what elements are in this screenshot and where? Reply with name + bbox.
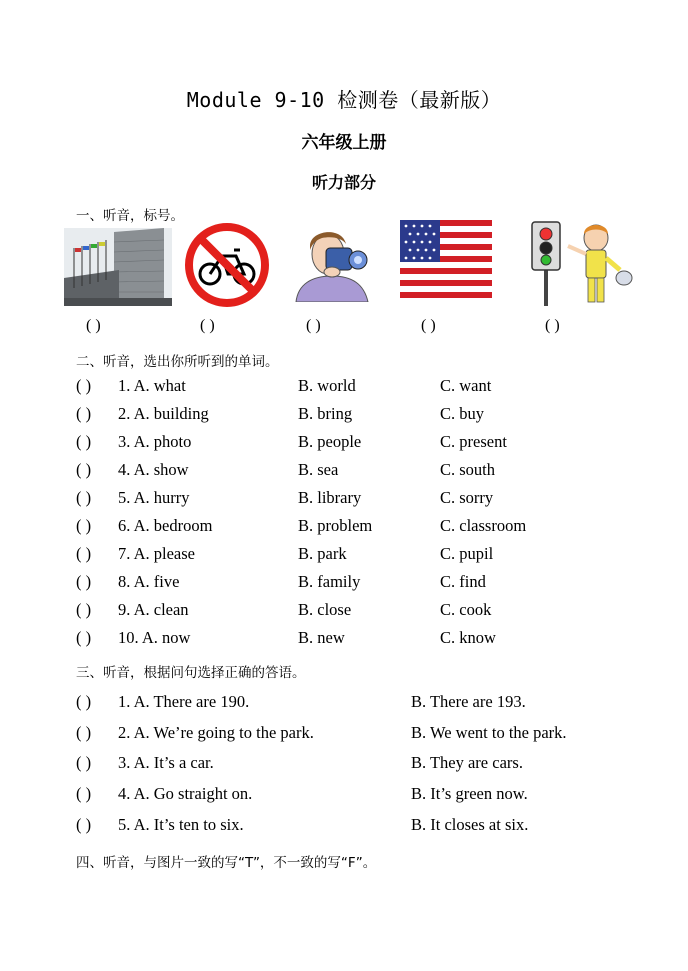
answer-paren[interactable]: ( ) xyxy=(76,404,92,423)
no-bicycles-sign-picture xyxy=(184,222,270,308)
answer-paren[interactable]: ( ) xyxy=(76,815,92,834)
answer-paren[interactable]: ( ) xyxy=(76,600,92,619)
answer-paren[interactable]: ( ) xyxy=(76,488,92,507)
option-b: B. They are cars. xyxy=(411,753,523,772)
answer-paren[interactable]: ( ) xyxy=(76,628,92,647)
grade-subtitle: 六年级上册 xyxy=(301,133,387,153)
american-flag-picture xyxy=(400,220,492,304)
option-a: 6. A. bedroom xyxy=(118,516,213,535)
option-b: B. family xyxy=(298,572,361,591)
boy-traffic-light-picture xyxy=(528,220,636,308)
answer-paren[interactable]: ( ) xyxy=(76,376,92,395)
option-b: B. world xyxy=(298,376,356,395)
option-c: C. south xyxy=(440,460,496,479)
option-b: B. people xyxy=(298,432,362,451)
option-b: B. It closes at six. xyxy=(411,815,529,834)
option-b: B. sea xyxy=(298,460,339,479)
section4-heading: 四、听音，与图片一致的写“T”，不一致的写“F”。 xyxy=(76,855,377,871)
answer-paren[interactable]: ( ) xyxy=(76,516,92,535)
option-b: B. bring xyxy=(298,404,353,423)
option-b: B. problem xyxy=(298,516,373,535)
option-a: 8. A. five xyxy=(118,572,180,591)
person-with-camera-picture xyxy=(292,226,374,302)
option-a: 10. A. now xyxy=(118,628,191,647)
option-a: 7. A. please xyxy=(118,544,195,563)
page-title: Module 9-10 检测卷（最新版） xyxy=(186,88,502,112)
picture5-answer-blank[interactable]: ( ) xyxy=(545,317,560,334)
option-c: C. pupil xyxy=(440,544,494,563)
option-a: 5. A. It’s ten to six. xyxy=(118,815,244,834)
option-a: 4. A. Go straight on. xyxy=(118,784,253,803)
picture2-answer-blank[interactable]: ( ) xyxy=(200,317,215,334)
option-a: 9. A. clean xyxy=(118,600,189,619)
picture1-answer-blank[interactable]: ( ) xyxy=(86,317,101,334)
option-a: 3. A. photo xyxy=(118,432,192,451)
answer-paren[interactable]: ( ) xyxy=(76,432,92,451)
option-b: B. library xyxy=(298,488,362,507)
option-b: B. It’s green now. xyxy=(411,784,528,803)
option-c: C. cook xyxy=(440,600,492,619)
option-b: B. new xyxy=(298,628,345,647)
option-c: C. classroom xyxy=(440,516,527,535)
un-building-picture xyxy=(64,228,172,306)
option-b: B. park xyxy=(298,544,347,563)
answer-paren[interactable]: ( ) xyxy=(76,784,92,803)
option-c: C. want xyxy=(440,376,492,395)
answer-paren[interactable]: ( ) xyxy=(76,460,92,479)
picture4-answer-blank[interactable]: ( ) xyxy=(421,317,436,334)
option-a: 3. A. It’s a car. xyxy=(118,753,214,772)
part-heading: 听力部分 xyxy=(311,173,376,192)
option-a: 4. A. show xyxy=(118,460,189,479)
answer-paren[interactable]: ( ) xyxy=(76,723,92,742)
answer-paren[interactable]: ( ) xyxy=(76,692,92,711)
option-c: C. know xyxy=(440,628,496,647)
option-b: B. close xyxy=(298,600,352,619)
option-a: 1. A. There are 190. xyxy=(118,692,250,711)
option-a: 2. A. building xyxy=(118,404,209,423)
answer-paren[interactable]: ( ) xyxy=(76,753,92,772)
section1-heading: 一、听音，标号。 xyxy=(76,208,184,224)
section3-heading: 三、听音，根据问句选择正确的答语。 xyxy=(76,665,306,681)
option-a: 1. A. what xyxy=(118,376,186,395)
option-c: C. present xyxy=(440,432,507,451)
option-a: 5. A. hurry xyxy=(118,488,190,507)
answer-paren[interactable]: ( ) xyxy=(76,572,92,591)
section2-heading: 二、听音，选出你所听到的单词。 xyxy=(76,354,279,370)
option-b: B. We went to the park. xyxy=(411,723,567,742)
option-c: C. find xyxy=(440,572,486,591)
answer-paren[interactable]: ( ) xyxy=(76,544,92,563)
picture3-answer-blank[interactable]: ( ) xyxy=(306,317,321,334)
option-c: C. buy xyxy=(440,404,485,423)
option-c: C. sorry xyxy=(440,488,494,507)
option-b: B. There are 193. xyxy=(411,692,526,711)
option-a: 2. A. We’re going to the park. xyxy=(118,723,314,742)
